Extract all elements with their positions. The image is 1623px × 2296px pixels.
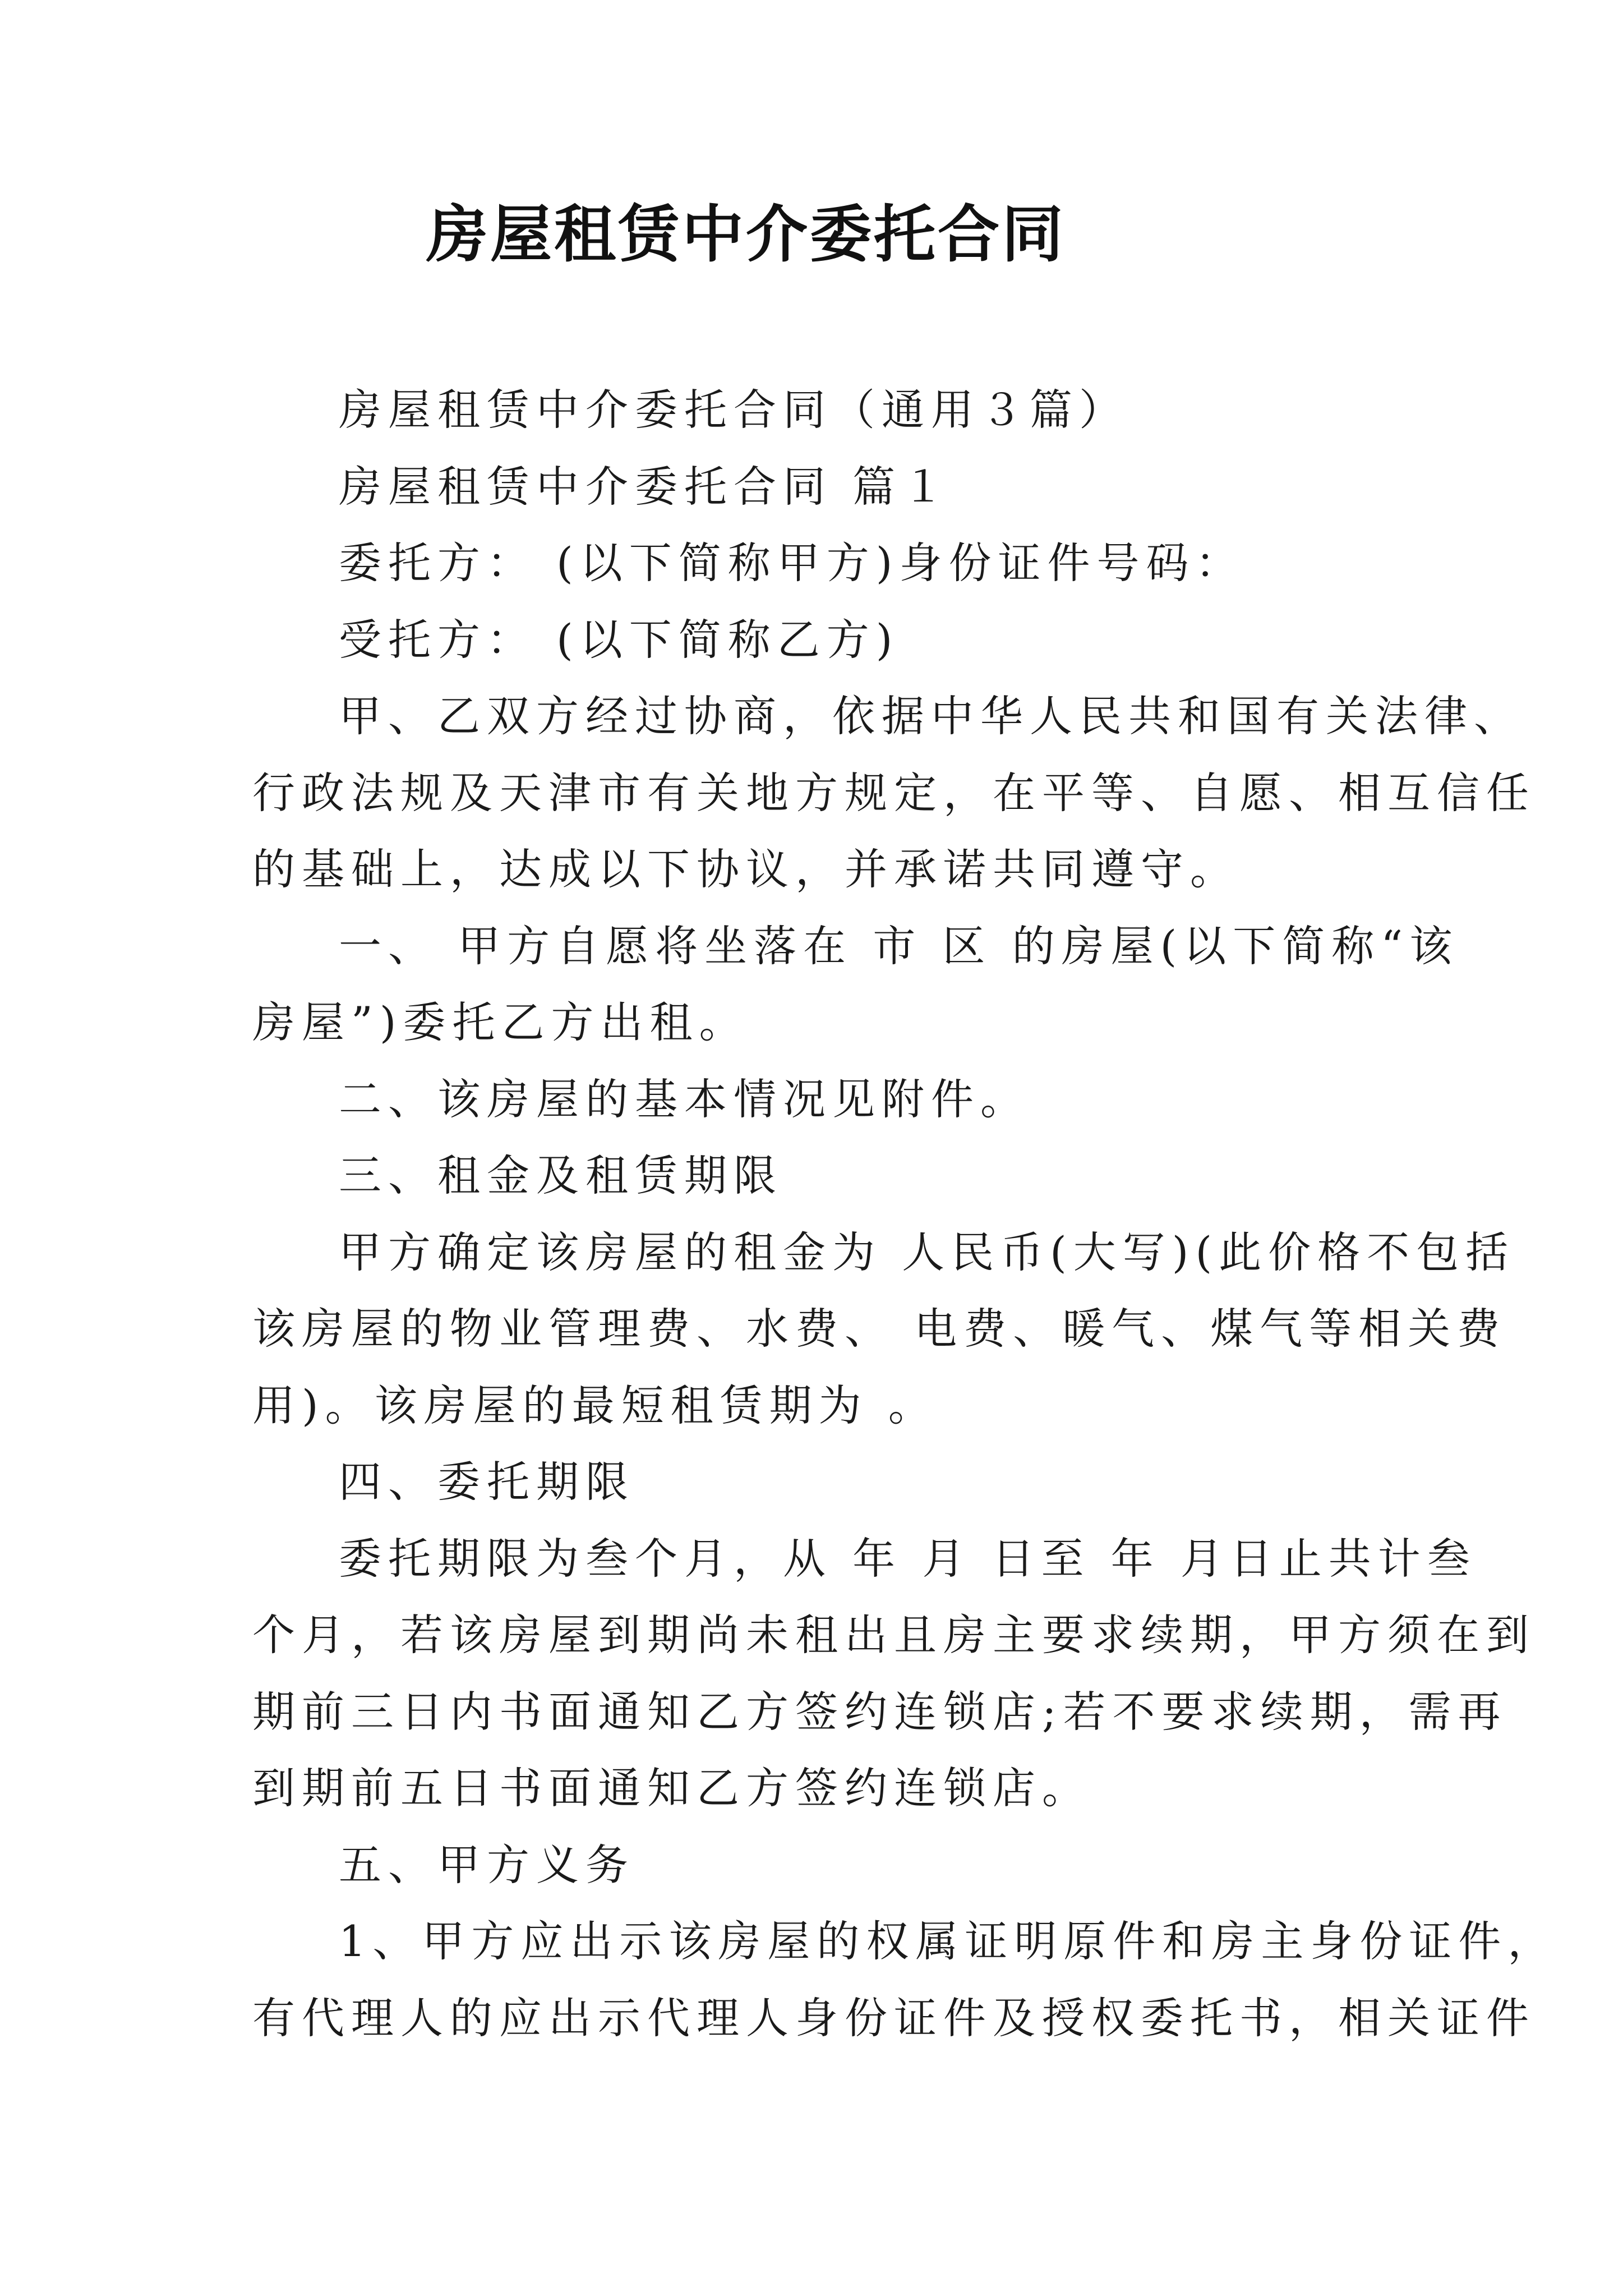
text-line: 三、租金及租赁期限 — [339, 1151, 783, 1200]
document-title: 房屋租赁中介委托合同 — [426, 198, 1066, 270]
text-line: 的基础上，达成以下协议，并承诺共同遵守。 — [252, 844, 1239, 894]
text-line: 甲方确定该房屋的租金为 人民币(大写)(此价格不包括 — [339, 1227, 1515, 1277]
text-line: 有代理人的应出示代理人身份证件及授权委托书，相关证件 — [252, 1993, 1536, 2043]
text-line: 个月，若该房屋到期尚未租出且房主要求续期，甲方须在到 — [252, 1610, 1536, 1660]
text-line: 用)。该房屋的最短租赁期为 。 — [252, 1380, 938, 1430]
text-line: 受托方： (以下简称乙方) — [339, 614, 900, 665]
text-line: 四、委托期限 — [339, 1457, 635, 1507]
text-line: 到期前五日书面通知乙方签约连锁店。 — [252, 1763, 1091, 1813]
text-line: 房屋租赁中介委托合同（通用３篇） — [339, 385, 1128, 435]
text-line: 行政法规及天津市有关地方规定，在平等、自愿、相互信任 — [252, 767, 1536, 818]
document-body — [252, 372, 1557, 2056]
text-line: 房屋租赁中介委托合同 篇１ — [339, 461, 952, 512]
text-line: 一、 甲方自愿将坐落在 市 区 的房屋(以下简称“该 — [339, 921, 1459, 971]
text-line: 期前三日内书面通知乙方签约连锁店;若不要求续期，需再 — [252, 1686, 1507, 1737]
text-line: 二、该房屋的基本情况见附件。 — [339, 1074, 1030, 1124]
text-line: 委托期限为叁个月，从 年 月 日至 年 月日止共计叁 — [339, 1533, 1477, 1584]
text-line: 委托方： (以下简称甲方)身份证件号码： — [339, 538, 1245, 588]
text-line: 房屋”)委托乙方出租。 — [252, 997, 749, 1047]
text-line: 甲、乙双方经过协商，依据中华人民共和国有关法律、 — [339, 691, 1523, 741]
text-line: 五、甲方义务 — [339, 1839, 635, 1890]
text-line: 1、甲方应出示该房屋的权属证明原件和房主身份证件， — [339, 1916, 1557, 1966]
text-line: 该房屋的物业管理费、水费、 电费、暖气、煤气等相关费 — [252, 1304, 1507, 1354]
